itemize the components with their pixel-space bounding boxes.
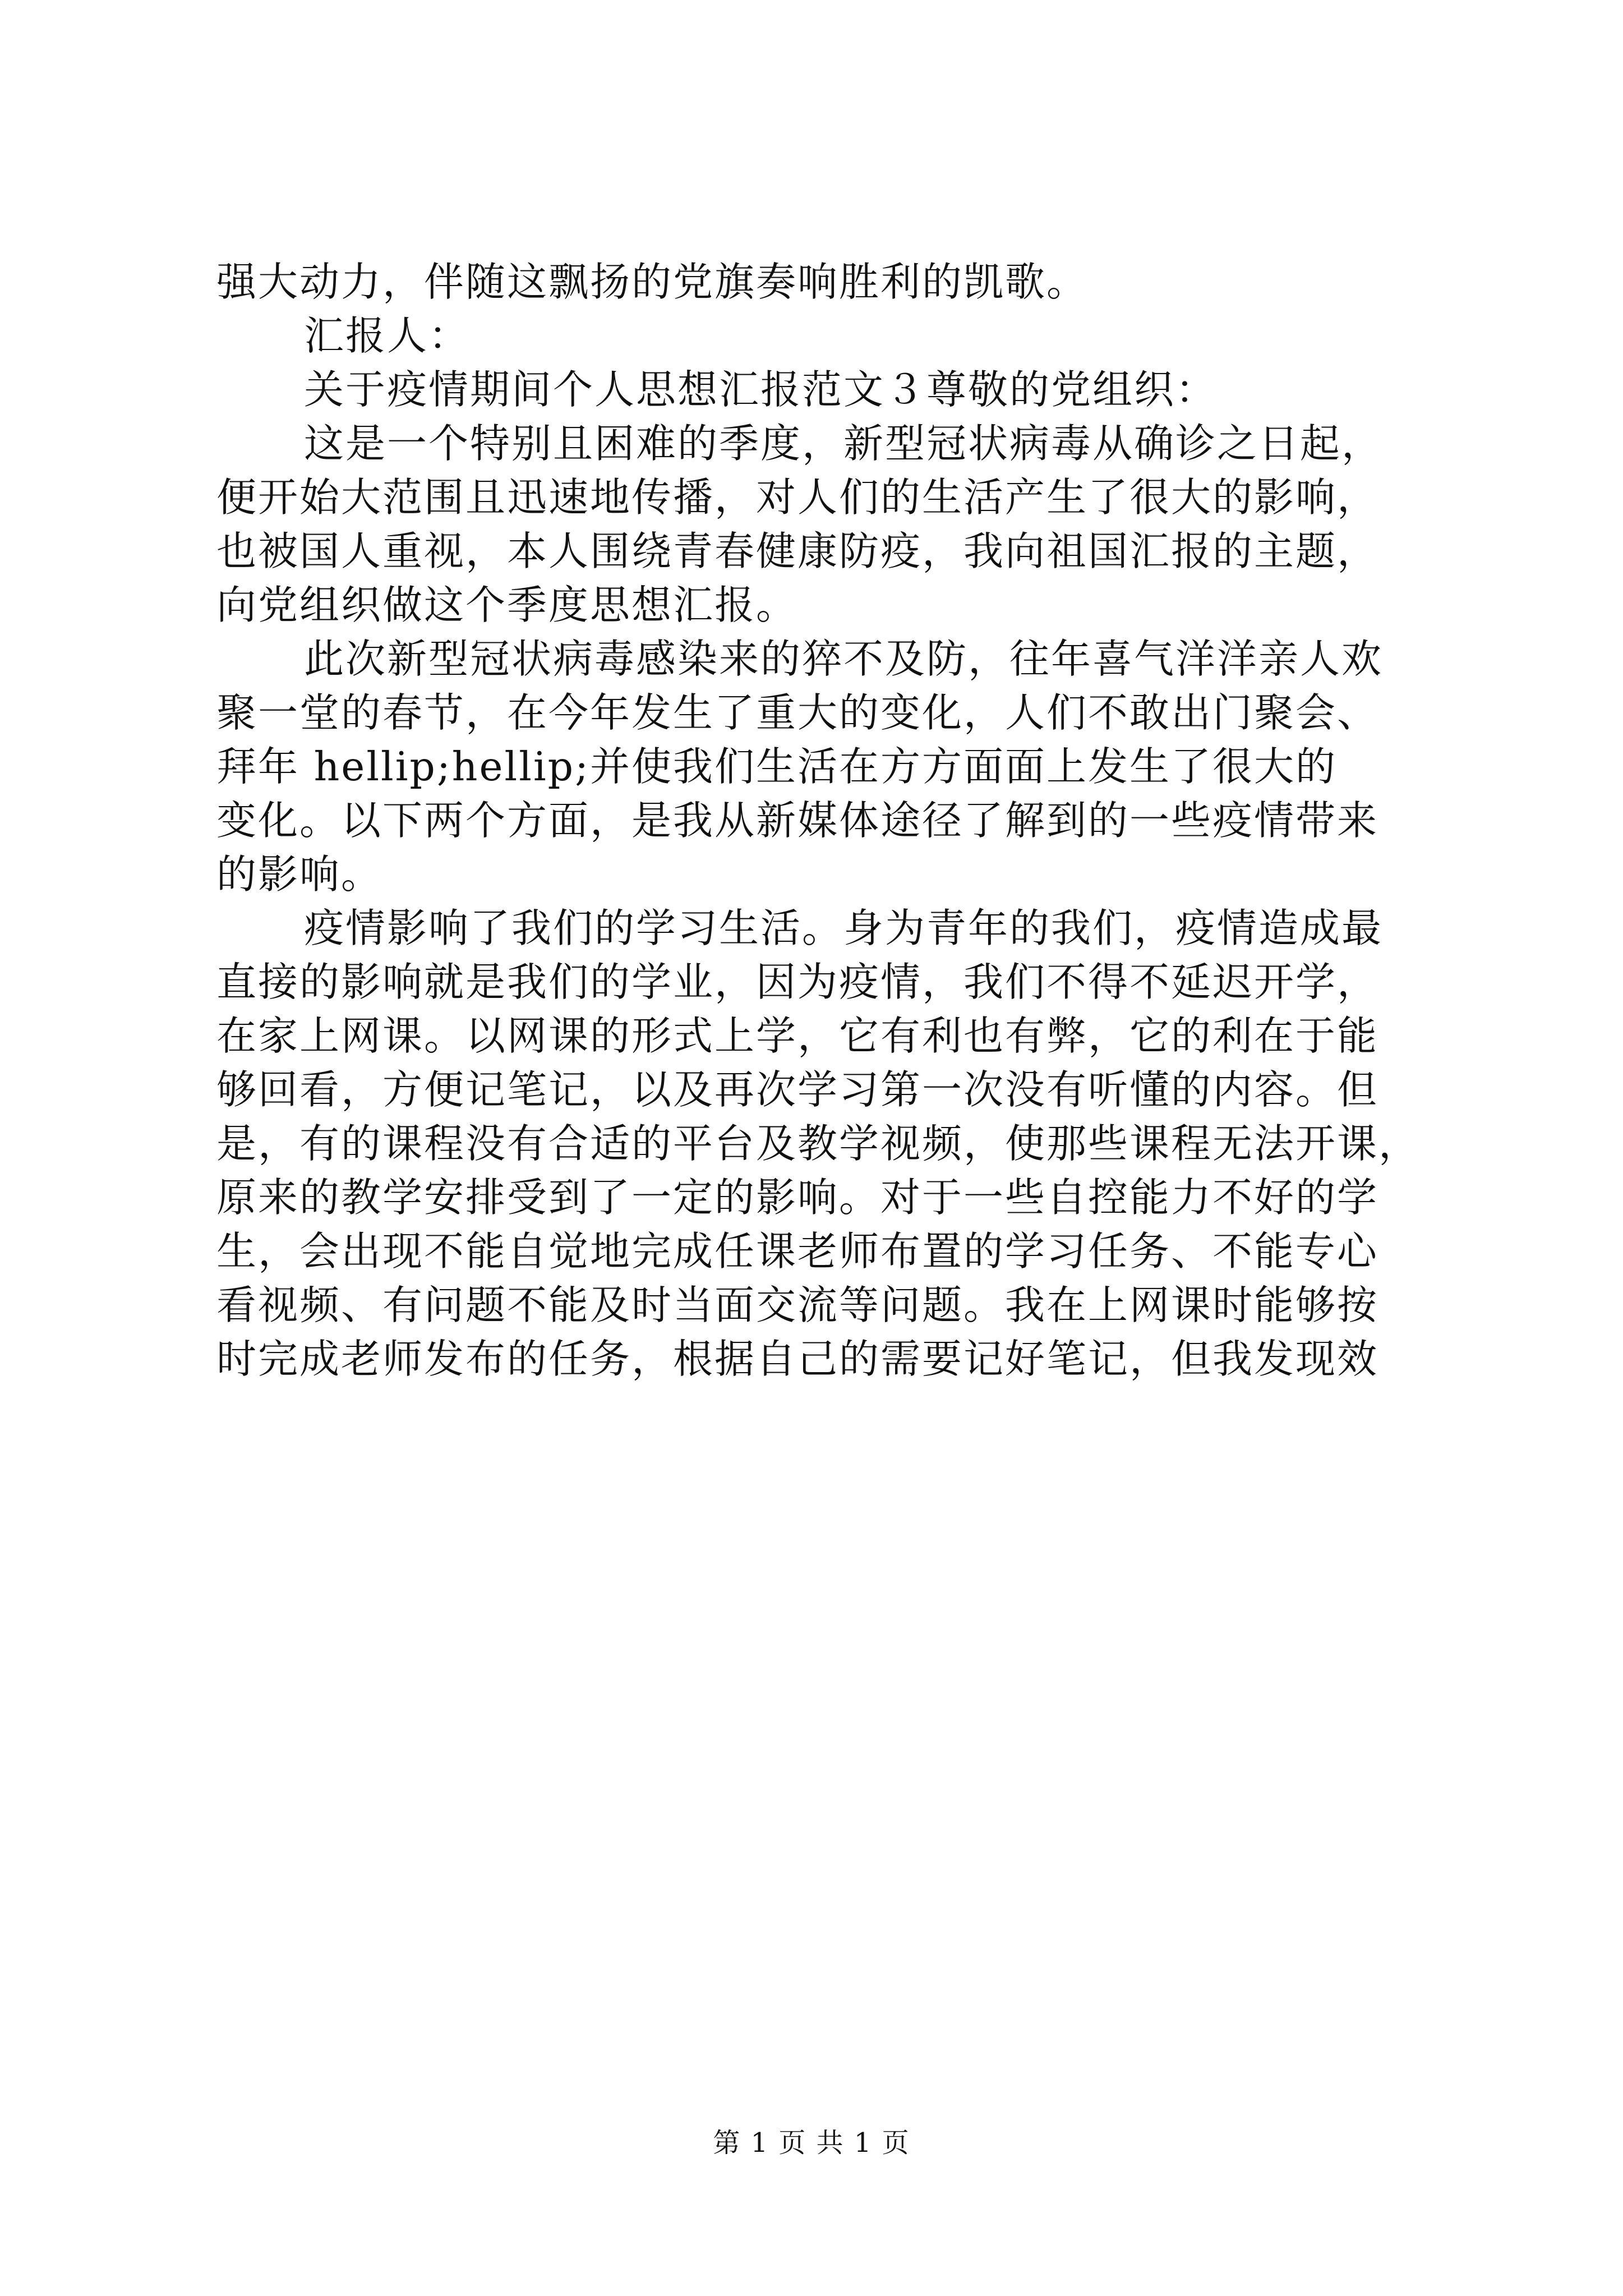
text-line: 直接的影响就是我们的学业，因为疫情，我们不得不延迟开学， (216, 959, 1379, 1005)
paragraph-reporter (216, 309, 1422, 363)
text-line: 强大动力，伴随这飘扬的党旗奏响胜利的凯歌。 (216, 259, 1089, 305)
text-line: 疫情影响了我们的学习生活。身为青年的我们，疫情造成最 (304, 905, 1384, 951)
page-footer (0, 2126, 1623, 2160)
text-line: 生，会出现不能自觉地完成任课老师布置的学习任务、不能专心 (216, 1228, 1379, 1274)
text-line: 的影响。 (216, 851, 383, 898)
text-line: 也被国人重视，本人围绕青春健康防疫，我向祖国汇报的主题， (216, 528, 1379, 574)
text-line: 看视频、有问题不能及时当面交流等问题。我在上网课时能够按 (216, 1282, 1379, 1328)
text-line: 原来的教学安排受到了一定的影响。对于一些自控能力不好的学 (216, 1174, 1379, 1221)
document-body (216, 255, 1422, 1386)
text-line: 在家上网课。以网课的形式上学，它有利也有弊，它的利在于能 (216, 1013, 1379, 1059)
page-number-label: 第 1 页 共 1 页 (713, 2127, 910, 2159)
text-line: 汇报人： (304, 312, 471, 359)
text-line: 关于疫情期间个人思想汇报范文３尊敬的党组织： (304, 366, 1218, 413)
text-line: 时完成老师发布的任务，根据自己的需要记好笔记，但我发现效 (216, 1336, 1379, 1382)
paragraph-closing (216, 255, 1422, 309)
text-line: 向党组织做这个季度思想汇报。 (216, 582, 798, 628)
paragraph-festival (216, 632, 1422, 901)
paragraph-intro (216, 417, 1422, 632)
text-line: 够回看，方便记笔记，以及再次学习第一次没有听懂的内容。但 (216, 1066, 1379, 1113)
paragraph-study (216, 901, 1422, 1386)
text-line: 是，有的课程没有合适的平台及教学视频，使那些课程无法开课， (216, 1120, 1421, 1167)
text-line: 便开始大范围且迅速地传播，对人们的生活产生了很大的影响， (216, 474, 1379, 521)
text-line: 这是一个特别且困难的季度，新型冠状病毒从确诊之日起， (304, 420, 1384, 467)
text-line: 变化。以下两个方面，是我从新媒体途径了解到的一些疫情带来 (216, 797, 1379, 844)
text-line: 此次新型冠状病毒感染来的猝不及防，往年喜气洋洋亲人欢 (304, 636, 1384, 682)
paragraph-heading (216, 363, 1422, 417)
text-line: 拜年 hellip;hellip;并使我们生活在方方面面上发生了很大的 (216, 743, 1338, 790)
text-line: 聚一堂的春节，在今年发生了重大的变化，人们不敢出门聚会、 (216, 689, 1379, 736)
